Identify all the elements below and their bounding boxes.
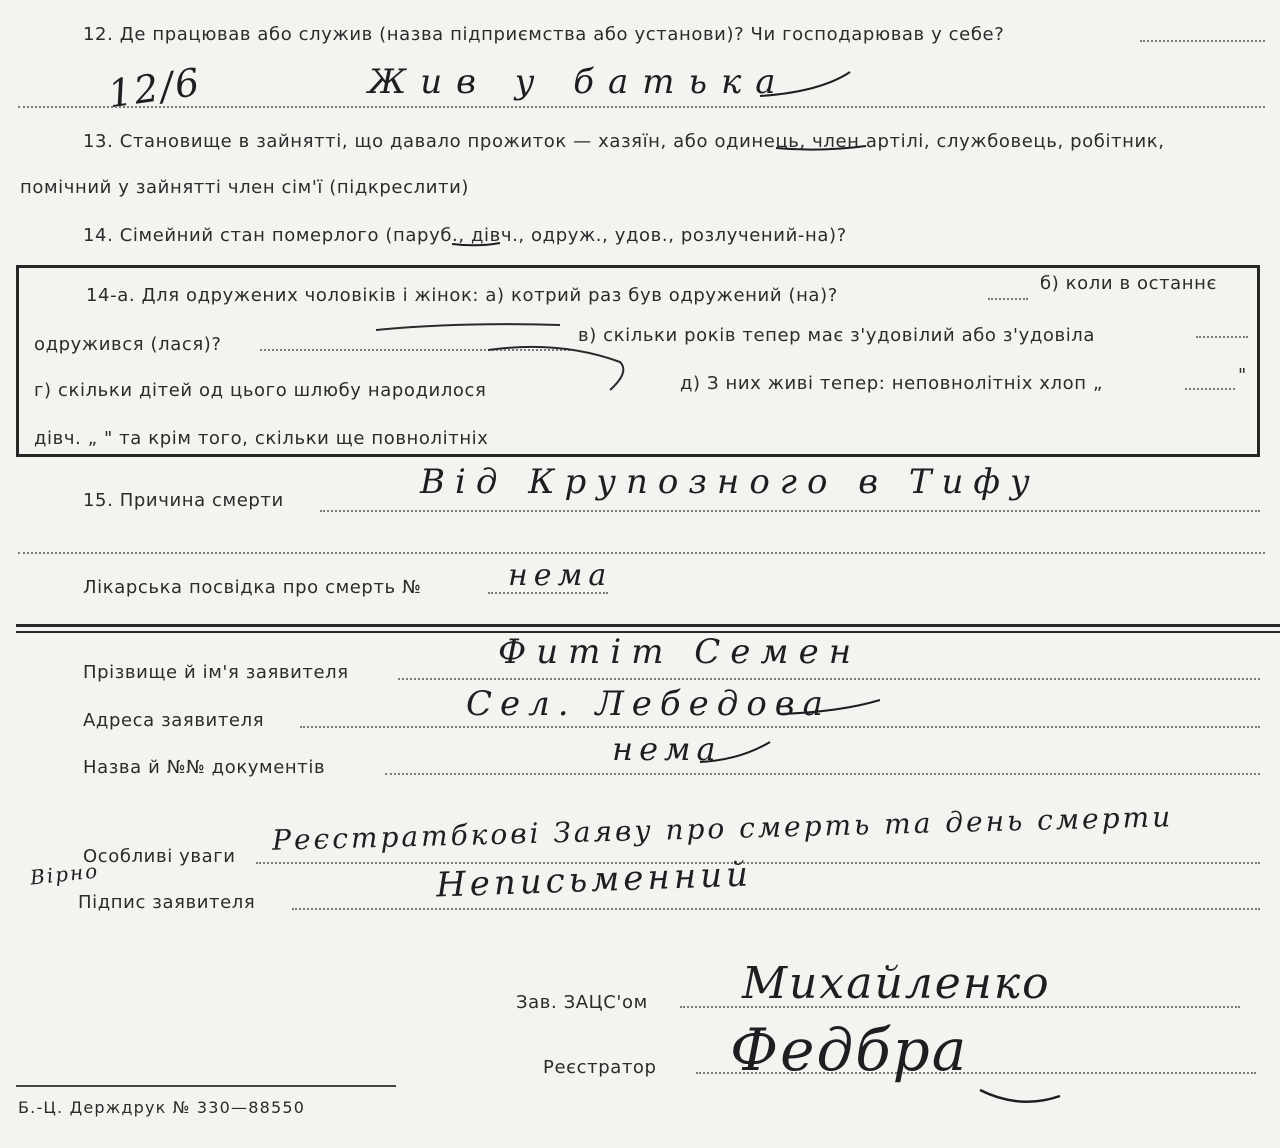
q12-margin-note: 12/6 xyxy=(105,59,204,117)
q13-label-line2: помічний у зайнятті член сім'ї (підкреслити) xyxy=(20,177,470,198)
medical-answer: нема xyxy=(508,558,613,593)
q15-label: 15. Причина смерти xyxy=(83,490,284,511)
applicant-address-label: Адреса заявителя xyxy=(83,710,265,731)
q14a-line2a: одружився (лася)? xyxy=(34,334,222,355)
applicant-docs-answer: нема xyxy=(612,730,722,768)
underline-parub xyxy=(452,243,500,245)
q14a-line1: 14-а. Для одружених чоловіків і жінок: а) котрий раз був одружений (на)? xyxy=(86,285,838,306)
applicant-name-answer: Фитіт Семен xyxy=(498,632,862,672)
swash-docs xyxy=(700,742,770,762)
swash-registrar xyxy=(980,1090,1060,1102)
registrar-signature: Федбра xyxy=(730,1016,969,1084)
registrar-label: Реєстратор xyxy=(543,1057,657,1078)
q14a-line3c: " xyxy=(1238,365,1247,386)
applicant-docs-label: Назва й №№ документів xyxy=(83,757,326,778)
applicant-notes-answer: Реєстратбкові Заяву про смерть та день смерти xyxy=(271,800,1174,857)
swash-q12 xyxy=(760,72,850,96)
q12-label: 12. Де працював або служив (назва підприємства або установи)? Чи господарював у себе? xyxy=(83,24,1005,45)
q14a-line3b: д) З них живі тепер: неповнолітніх хлоп „ xyxy=(680,373,1103,394)
q14-label: 14. Сімейний стан померлого (паруб., дівч., одруж., удов., розлучений-на)? xyxy=(83,225,847,246)
underline-odynets xyxy=(776,146,866,150)
applicant-sign-label: Підпис заявителя xyxy=(78,892,256,913)
strike-14a-2 xyxy=(488,347,623,390)
q14a-line1b: б) коли в останнє xyxy=(1040,273,1218,294)
medical-label: Лікарська посвідка про смерть № xyxy=(83,577,422,598)
q14a-line4: дівч. „ " та крім того, скільки ще повнолітніх xyxy=(34,428,489,449)
q14a-line3a: г) скільки дітей од цього шлюбу народилося xyxy=(34,380,487,401)
applicant-notes-label: Особливі уваги xyxy=(83,846,236,867)
head-signature: Михайленко xyxy=(742,958,1051,1009)
q13-label-line1: 13. Становище в зайнятті, що давало прожиток — хазяїн, або одинець, член артілі, службовець, робітник, xyxy=(83,131,1165,152)
applicant-address-answer: Сел. Лебедова xyxy=(466,684,831,724)
q14a-line2b: в) скільки років тепер має з'удовілий або з'удовіла xyxy=(578,325,1096,346)
footer-printer: Б.-Ц. Держдрук № 330—88550 xyxy=(18,1098,306,1117)
swash-address xyxy=(780,700,880,714)
q15-answer: Від Крупозного в Тифу xyxy=(420,462,1040,502)
strike-14a-1 xyxy=(376,324,560,330)
q12-answer: Жив у батька xyxy=(368,62,790,102)
head-label: Зав. ЗАЦС'ом xyxy=(516,992,648,1013)
applicant-name-label: Прізвище й ім'я заявителя xyxy=(83,662,349,683)
applicant-sign-answer: Неписьменний xyxy=(435,854,753,906)
applicant-notes-margin: Вірно xyxy=(28,858,101,890)
